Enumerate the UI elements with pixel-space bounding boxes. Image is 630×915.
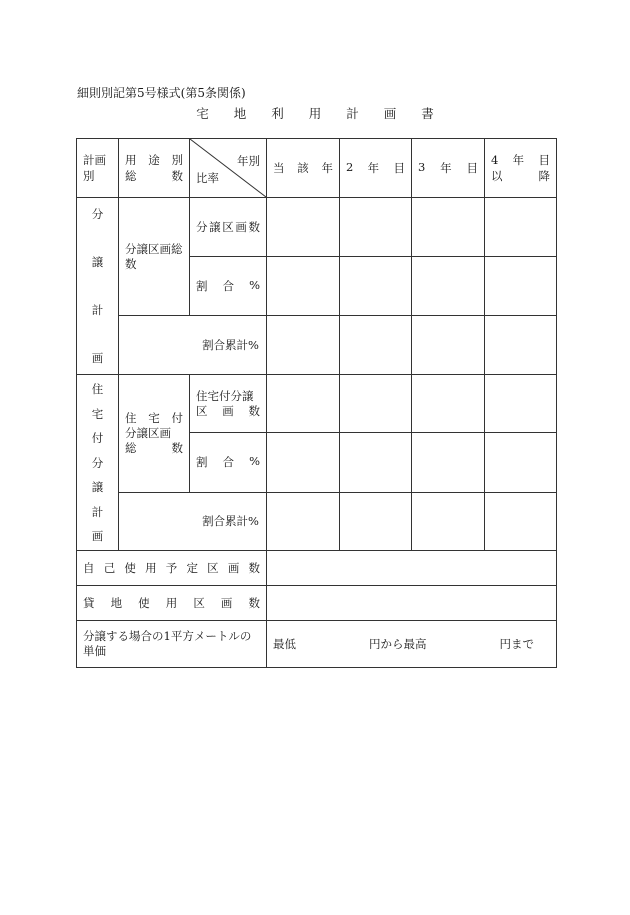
header-diagonal-cell	[190, 139, 267, 198]
section2-group: 住 宅 付 分譲区画 総 数	[119, 375, 190, 493]
input-cell[interactable]	[485, 257, 557, 316]
input-cell[interactable]	[267, 198, 340, 257]
table-row	[77, 621, 557, 668]
input-cell[interactable]	[412, 198, 485, 257]
section2-cumulative: 割合累計%	[119, 492, 267, 550]
input-cell[interactable]	[412, 375, 485, 433]
input-cell[interactable]	[485, 198, 557, 257]
header-year-4-plus: 4 年 目 以 降	[485, 139, 557, 198]
input-cell[interactable]	[340, 316, 412, 375]
section1-label: 分 譲 計 画	[77, 198, 119, 375]
header-year-3: 3 年 目	[412, 139, 485, 198]
input-cell[interactable]	[340, 492, 412, 550]
table-row	[77, 316, 557, 375]
header-year: 年別	[237, 154, 260, 168]
input-cell[interactable]	[267, 257, 340, 316]
land-use-plan-table	[76, 138, 557, 668]
unit-price-end: 円まで	[499, 637, 534, 651]
lease-label: 貸 地 使 用 区 画 数	[77, 586, 267, 621]
section1-group: 分譲区画総数	[119, 198, 190, 316]
input-cell[interactable]	[412, 492, 485, 550]
input-cell[interactable]	[412, 433, 485, 492]
input-cell[interactable]	[485, 316, 557, 375]
table-row	[77, 586, 557, 621]
input-cell[interactable]	[412, 316, 485, 375]
section2-label: 住 宅 付 分 譲 計 画	[77, 375, 119, 551]
input-cell[interactable]	[412, 257, 485, 316]
input-cell[interactable]	[340, 257, 412, 316]
table-row	[77, 375, 557, 433]
section1-ratio: 割 合 %	[190, 257, 267, 316]
lease-value[interactable]	[267, 586, 557, 621]
section1-cumulative: 割合累計%	[119, 316, 267, 375]
self-use-label: 自 己 使 用 予 定 区 画 数	[77, 551, 267, 586]
input-cell[interactable]	[485, 375, 557, 433]
unit-price-label: 分譲する場合の1平方メートルの単価	[77, 621, 267, 668]
input-cell[interactable]	[340, 198, 412, 257]
section2-lot-count: 住宅付分譲 区 画 数	[190, 375, 267, 433]
self-use-value[interactable]	[267, 551, 557, 586]
input-cell[interactable]	[267, 316, 340, 375]
input-cell[interactable]	[485, 492, 557, 550]
input-cell[interactable]	[340, 433, 412, 492]
form-caption: 細則別記第5号様式(第5条関係)	[77, 86, 246, 100]
table-row	[77, 198, 557, 257]
input-cell[interactable]	[267, 375, 340, 433]
unit-price-mid: 円から最高	[369, 637, 427, 651]
table-row	[77, 492, 557, 550]
section2-ratio: 割 合 %	[190, 433, 267, 492]
input-cell[interactable]	[485, 433, 557, 492]
form-title: 宅地利用計画書	[196, 106, 459, 121]
unit-price-min: 最低	[273, 637, 296, 651]
header-ratio: 比率	[196, 171, 219, 185]
section1-lot-count: 分 譲 区 画 数	[190, 198, 267, 257]
input-cell[interactable]	[267, 492, 340, 550]
header-year-2: 2 年 目	[340, 139, 412, 198]
input-cell[interactable]	[267, 433, 340, 492]
header-usage: 用 途 別 総 数	[119, 139, 190, 198]
header-current-year: 当 該 年	[267, 139, 340, 198]
table-row	[77, 551, 557, 586]
unit-price-value[interactable]	[267, 621, 557, 668]
header-plan: 計画 別	[77, 139, 119, 198]
input-cell[interactable]	[340, 375, 412, 433]
header-row	[77, 139, 557, 198]
